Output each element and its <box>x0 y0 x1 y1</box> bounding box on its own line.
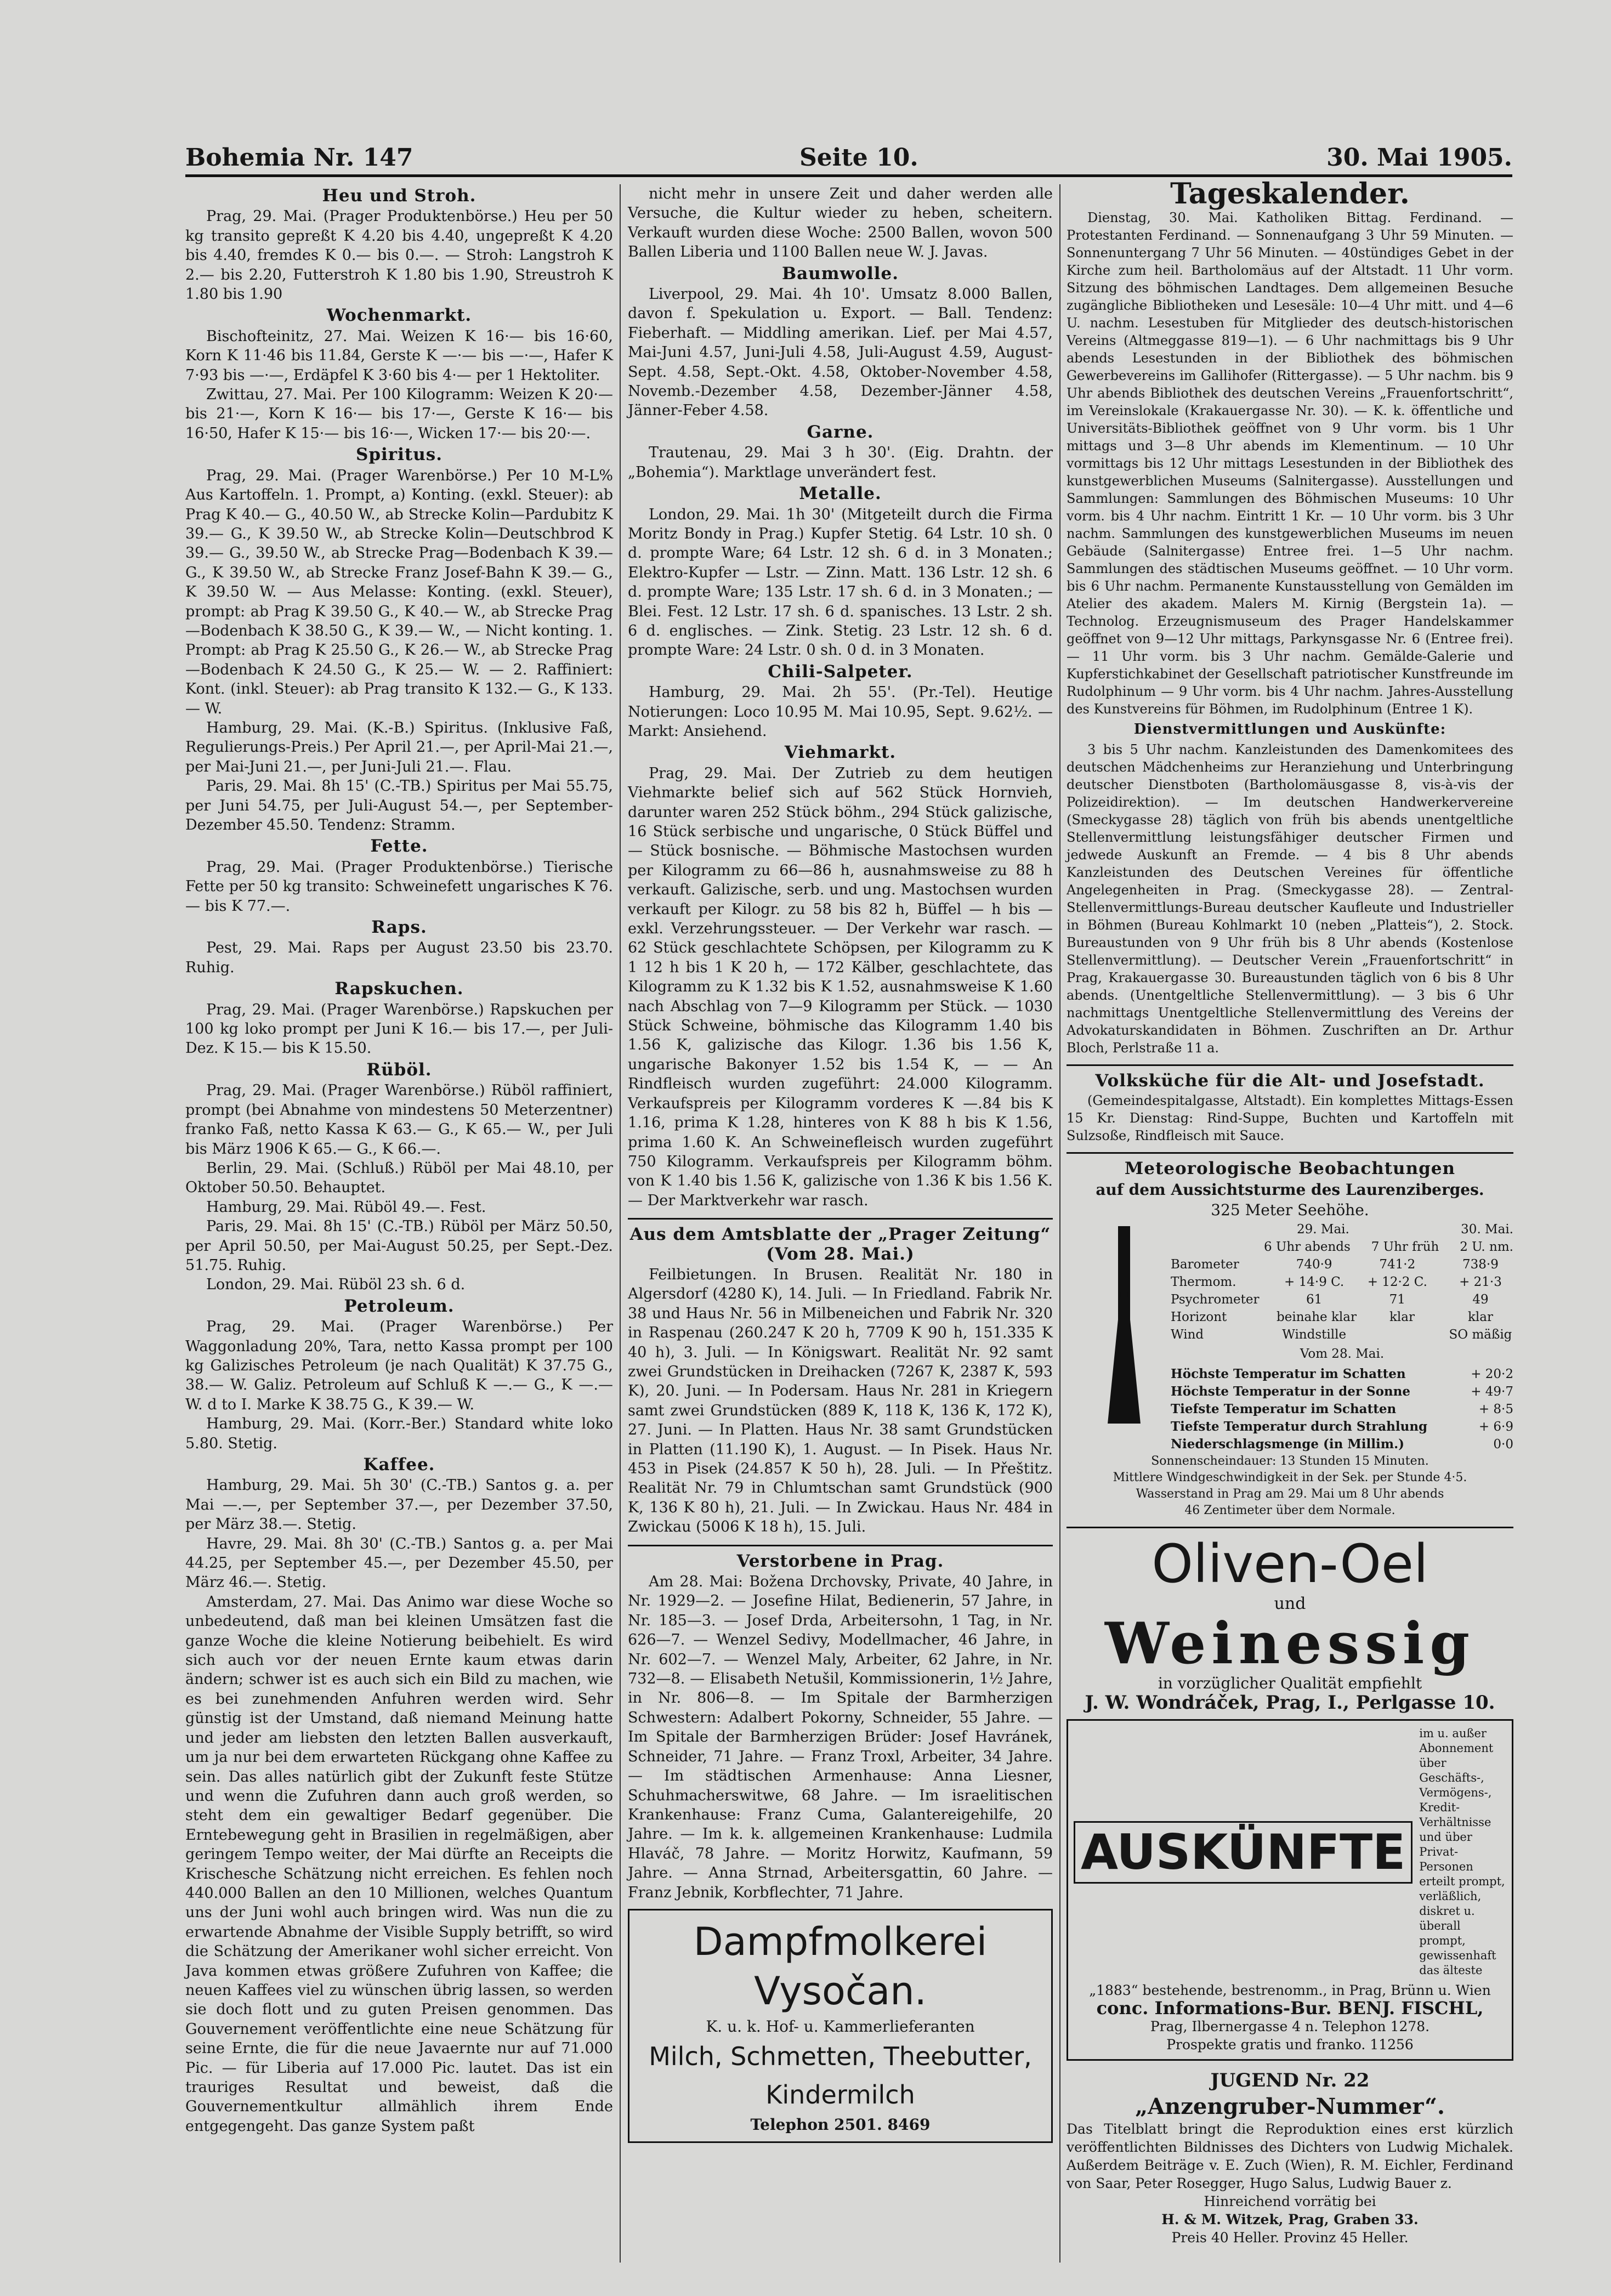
ad-line: Telephon 2501. 8469 <box>750 2116 931 2134</box>
paragraph: Prag, 29. Mai. Der Zutrieb zu dem heutigen Viehmarkte belief sich auf 562 Stück Hornvieh, darunter waren 252 Stück böhm., 294 Stück galizische, 16 Stück serbische und ungarische, 0 Stück Büffel und — Stück bosnische. — Böhmische Mastochsen wurden per Kilogramm zu 66—86 h, ausnahmsweise zu 88 h verkauft. Galizische, serb. und ung. Mastochsen wurden verkauft per Kilogr. zu 58 bis 82 h, Büffel — h bis — exkl. Verzehrungssteuer. — Der Verkehr war rasch. — 62 Stück geschlachtete Schöpsen, per Kilogramm zu K 1 12 h bis 1 K 20 h, — 172 Kälber, geschlachtete, das Kilogramm zu K 1.32 bis K 1.52, ausnahmsweise K 1.60 nach Abschlag von 7—9 Kilogramm per Stück. — 1030 Stück Schweine, böhmische das Kilogramm 1.40 bis 1.56 K, galizische das Kilogr. 1.36 bis 1.56 K, ungarische Bakonyer 1.52 bis 1.54 K, — — An Rindfleisch wurden zugeführt: 24.000 Kilogramm. Verkaufspreis per Kilogramm vorderes K —.84 bis K 1.16, prima K 1.28, hinteres von K 88 h bis K 1.56, prima 1.60 K. An Schweinefleisch wurden zugeführt 750 Kilogramm. Verkaufspreis per Kilogramm böhm. von K 1.40 bis 1.56 K, galizische von 1.36 K bis 1.56 K. — Der Marktverkehr war rasch. <box>628 764 1053 1209</box>
meteo-value: + 12·2 C. <box>1367 1275 1427 1290</box>
meteo-row <box>1171 1308 1513 1326</box>
meteo-value: 738·9 <box>1462 1257 1499 1272</box>
meteo-footer-line: 46 Zentimeter über dem Normale. <box>1184 1503 1396 1517</box>
auskuenfte-line: Prospekte gratis und franko. 11256 <box>1166 2037 1414 2053</box>
page-header <box>185 144 1512 177</box>
jugend-line: Hinreichend vorrätig bei <box>1204 2193 1376 2210</box>
meteo-date: 30. Mai. <box>1461 1222 1513 1237</box>
observation-tower-icon <box>1088 1226 1160 1424</box>
paragraph: Prag, 29. Mai. (Prager Produktenbörse.) Tierische Fette per 50 kg transito: Schweinefett ungarisches K 76.— bis K 77.—. <box>185 858 613 915</box>
section-rule <box>1067 1064 1513 1066</box>
meteo-date2: Vom 28. Mai. <box>1300 1347 1385 1362</box>
paragraph: Feilbietungen. In Brusen. Realität Nr. 180 in Algersdorf (4280 K), 14. Juli. — In Friedland. Fabrik Nr. 38 und Haus Nr. 56 in Milbeneichen und Fabrik Nr. 320 in Raspenau (260.247 K 20 h, 7709 K 90 h, 151.335 K 40 h), 3. Juli. — In Königswart. Realität Nr. 92 samt zwei Grundstücken in Dreihacken (7267 K, 2387 K, 593 K), 20. Juni. — In Podersam. Haus Nr. 281 in Kriegern samt zwei Grundstücken (889 K, 118 K, 136 K, 172 K), 27. Juni. — In Platten. Haus Nr. 38 samt Grundstücken in Platten (11.190 K), 1. August. — In Pisek. Haus Nr. 453 in Pisek (24.857 K 50 h), 28. Juli. — In Přeštitz. Realität Nr. 79 in Chlumtschan samt Grundstück (900 K, 136 K 80 h), 21. Juli. — In Zwickau. Haus Nr. 484 in Zwickau (5006 K 18 h), 15. Juli. <box>628 1266 1053 1536</box>
jugend-ad <box>1067 2067 1513 2247</box>
meteo-extreme-label: Niederschlagsmenge (in Millim.) <box>1171 1436 1404 1452</box>
section-heading: Petroleum. <box>344 1296 455 1316</box>
meteo-value: 71 <box>1389 1292 1405 1307</box>
meteo-altitude: 325 Meter Seehöhe. <box>1211 1201 1369 1220</box>
meteo-extremes <box>1171 1365 1513 1453</box>
paragraph: Am 28. Mai: Božena Drchovsky, Private, 40 Jahre, in Nr. 1929—2. — Josefine Hilat, Bedienerin, 57 Jahre, in Nr. 185—3. — Josef Drda, Arbeitersohn, 1 Tag, in Nr. 626—7. — Wenzel Sedivy, Modellmacher, 46 Jahre, in Nr. 602—7. — Wenzel Maly, Arbeiter, 62 Jahre, in Nr. 732—8. — Elisabeth Netušil, Kommissionerin, 1½ Jahre, in Nr. 806—8. — Im Spitale der Barmherzigen Schwestern: Adalbert Pokorny, Schneider, 55 Jahre. — Im Spitale der Barmherzigen Brüder: Josef Havránek, Schneider, 71 Jahre. — Franz Troxl, Arbeiter, 34 Jahre. — Im städtischen Armenhause: Anna Liesner, Schuhmacherswitwe, 68 Jahre. — Im israelitischen Krankenhause: Franz Cuma, Galantereigehilfe, 20 Jahre. — Im k. k. allgemeinen Krankenhause: Ludmila Hlaváč, 78 Jahre. — Moritz Horwitz, Kaufmann, 59 Jahre. — Anna Strnad, Arbeitersgattin, 60 Jahre. — Franz Jebnik, Korbflechter, 71 Jahre. <box>628 1573 1053 1901</box>
oil-ad-vinegar: Weinessig <box>1104 1609 1476 1677</box>
jugend-line: Preis 40 Heller. Provinz 45 Heller. <box>1171 2230 1409 2246</box>
meteo-row <box>1171 1291 1513 1308</box>
paragraph: Havre, 29. Mai. 8h 30' (C.-TB.) Santos g. a. per Mai 44.25, per September 45.—, per Dezember 45.50, per März 46.—. Stetig. <box>185 1535 613 1591</box>
meteo-row <box>1171 1256 1513 1273</box>
services-heading: Dienstvermittlungen und Auskünfte: <box>1133 721 1447 738</box>
meteo-value <box>1364 1326 1430 1343</box>
meteo-extreme-label: Tiefste Temperatur durch Strahlung <box>1171 1419 1428 1434</box>
paragraph: Hamburg, 29. Mai. 2h 55'. (Pr.-Tel). Heutige Notierungen: Loco 10.95 M. Mai 10.95, Sept. 9.62½. — Markt: Ansiehend. <box>628 684 1053 740</box>
paragraph: Paris, 29. Mai. 8h 15' (C.-TB.) Rüböl per März 50.50, per April 50.50, per Mai-August 50.25, per Sept.-Dez. 51.75. Ruhig. <box>185 1218 613 1274</box>
paragraph: nicht mehr in unsere Zeit und daher werden alle Versuche, die Kultur wieder zu heben, scheitern. Verkauft wurden diese Woche: 2500 Ballen, wovon 500 Ballen Liberia und 1100 Ballen neue W. J. Javas. <box>628 185 1053 261</box>
column-market-reports-2 <box>628 184 1053 2263</box>
meteo-value: beinahe klar <box>1277 1310 1357 1325</box>
section-heading: Verstorbene in Prag. <box>736 1551 944 1571</box>
meteo-extreme-value: + 20·2 <box>1471 1367 1513 1381</box>
meteo-row <box>1171 1273 1513 1291</box>
meteo-value: klar <box>1389 1310 1415 1325</box>
meteo-col: 7 Uhr früh <box>1371 1240 1439 1255</box>
paragraph: Hamburg, 29. Mai. (Korr.-Ber.) Standard white loko 5.80. Stetig. <box>185 1415 613 1452</box>
auskuenfte-bottom <box>1074 1981 1506 2054</box>
paragraph: London, 29. Mai. Rüböl 23 sh. 6 d. <box>206 1276 466 1294</box>
jugend-line: H. & M. Witzek, Prag, Graben 33. <box>1161 2212 1419 2228</box>
meteo-value: 740·9 <box>1296 1257 1332 1272</box>
meteo-extreme-row <box>1171 1365 1513 1383</box>
oil-ad-und: und <box>1274 1594 1306 1613</box>
paragraph: Prag, 29. Mai. (Prager Warenbörse.) Per 10 M-L% Aus Kartoffeln. 1. Prompt, a) Konting. (exkl. Steuer): ab Prag K 40.— G., 40.50 W., ab Strecke Kolin—Pardubitz K 39.— G., K 39.50 W., ab Strecke Kolin—Deutschbrod K 39.— G., 39.50 W., ab Strecke Prag—Bodenbach K 39.— G., K 39.50 W., ab Strecke Franz Josef-Bahn K 39.— G., K 39.50 W. — Aus Melasse: Konting. (exkl. Steuer), prompt: ab Prag K 39.50 G., K 40.— W., ab Strecke Prag—Bodenbach K 38.50 G., K 39.— W., — Nicht konting. 1. Prompt: ab Prag K 25.50 G., K 26.— W., ab Strecke Prag—Bodenbach K 24.50 G., K 25.— W. — 2. Raffiniert: Kont. (inkl. Steuer): ab Prag transito K 132.— G., K 133.— W. <box>185 467 613 717</box>
paragraph: Prag, 29. Mai. (Prager Warenbörse.) Rüböl raffiniert, prompt (bei Abnahme von mindestens 50 Meterzentner) franko Faß, netto Kassa K 63.— G., K 65.— W., per Juli bis März 1906 K 65.— G., K 66.—. <box>185 1082 613 1158</box>
meteo-extreme-row <box>1171 1383 1513 1401</box>
meteo-label: Barometer <box>1171 1257 1239 1272</box>
meteo-extreme-value: + 8·5 <box>1478 1402 1513 1416</box>
auskuenfte-line: Prag, Ilbernergasse 4 n. Telephon 1278. <box>1150 2019 1430 2035</box>
meteo-value: + 21·3 <box>1459 1275 1502 1290</box>
meteo-date: 29. Mai. <box>1297 1222 1349 1237</box>
column-calendar <box>1067 177 1513 2263</box>
dampfmolkerei-ad <box>628 1909 1053 2143</box>
jugend-line: „Anzengruber-Nummer“. <box>1135 2094 1445 2120</box>
meteo-extreme-value: + 49·7 <box>1471 1384 1513 1399</box>
meteo-heading: Meteorologische Beobachtungen <box>1124 1159 1456 1179</box>
paragraph: Hamburg, 29. Mai. 5h 30' (C.-TB.) Santos g. a. per Mai —.—, per September 37.—, per Dezember 37.50, per März 38.—. Stetig. <box>185 1477 613 1533</box>
paragraph: Prag, 29. Mai. (Prager Produktenbörse.) Heu per 50 kg transito gepreßt K 4.20 bis 4.40, ungepreßt K 4.20 bis 4.40, fremdes K 0.— bis 0.—. — Stroh: Langstroh K 2.— bis 2.20, Futterstroh K 1.80 bis 1.90, Streustroh K 1.80 bis 1.90 <box>185 208 613 303</box>
olive-oil-ad <box>1067 1534 1513 1713</box>
section-heading: Raps. <box>371 917 427 938</box>
calendar-text: Dienstag, 30. Mai. Katholiken Bittag. Ferdinand. — Protestanten Ferdinand. — Sonnenaufgang 3 Uhr 59 Minuten. — Sonnenuntergang 7 Uhr 56 Minuten. — 40stündiges Gebet in der Kirche zum heil. Bartholomäus auf der Altstadt. 11 Uhr vorm. Sitzung des böhmischen Landtages. Dem allgemeinen Besuche zugängliche Bibliotheken und Lesesäle: 10—4 Uhr mitt. und 4—6 U. nachm. Lesestuben für Mitglieder des deutsch-historischen Vereins (Altmeggasse 819—1). — 6 Uhr nachmittags bis 9 Uhr abends Lesestunden in der Bibliothek des böhmischen Gewerbevereins im Gallihofer (Rittergasse). — 5 Uhr nachm. bis 9 Uhr abends Bibliothek des deutschen Vereins „Frauenfortschritt“, im Vereinslokale (Krakauergasse Nr. 30). — K. k. öffentliche und Universitäts-Bibliothek geöffnet von 9 Uhr vorm. bis 1 Uhr mittags und 3—8 Uhr abends im Klementinum. — 10 Uhr vormittags bis 12 Uhr mittags Lesestunden in der Bibliothek des kunstgewerblichen Museums (Salnitergasse). Ausstellungen und Sammlungen: Sammlungen des Böhmischen Museums: 10 Uhr vorm. bis 4 Uhr nachm. Eintritt 1 Kr. — 10 Uhr vorm. bis 3 Uhr nachm. Sammlungen des kunstgewerblichen Museums im neuen Gebäude (Salnitergasse) Entree frei. 1—5 Uhr nachm. Sammlungen des städtischen Museums geöffnet. — 10 Uhr vorm. bis 6 Uhr nachm. Permanente Kunstausstellung von Gemälden im Atelier des akadem. Malers M. Kirnig (Bergstein 1a). — Technolog. Erzeugnismuseum des Prager Handelskammer geöffnet von 9—12 Uhr mittags, Parkynsgasse Nr. 6 (Entree frei). — 11 Uhr vorm. bis 3 Uhr nachm. Gemälde-Galerie und Kupferstichkabinet der Gesellschaft patriotischer Kunstfreunde im Rudolphinum — 9 Uhr vorm. bis 4 Uhr nachm. Jahres-Ausstellung des Kunstvereins für Böhmen, im Rudolphinum (Entree 1 K). <box>1067 210 1513 717</box>
meteo-subheading: auf dem Aussichtsturme des Laurenziberges. <box>1096 1180 1484 1199</box>
ad-line: Dampfmolkerei Vysočan. <box>693 1919 988 2014</box>
paragraph: London, 29. Mai. 1h 30' (Mitgeteilt durch die Firma Moritz Bondy in Prag.) Kupfer Stetig. 64 Lstr. 10 sh. 0 d. prompte Ware; 64 Lstr. 12 sh. 6 d. in 3 Monaten.; Elektro-Kupfer — Lstr. — Zinn. Matt. 136 Lstr. 12 sh. 6 d. prompte Ware; 135 Lstr. 17 sh. 6 d. in 3 Monaten.; — Blei. Fest. 12 Lstr. 17 sh. 6 d. spanisches. 13 Lstr. 2 sh. 6 d. englisches. — Zink. Stetig. 23 Lstr. 12 sh. 6 d. prompte Ware: 24 Lstr. 0 sh. 0 d. in 3 Monaten. <box>628 506 1053 659</box>
meteo-label: Thermom. <box>1171 1275 1236 1290</box>
column-divider <box>1059 184 1060 2263</box>
paragraph: Hamburg, 29. Mai. Rüböl 49.—. Fest. <box>206 1198 486 1216</box>
paragraph: Paris, 29. Mai. 8h 15' (C.-TB.) Spiritus per Mai 55.75, per Juni 54.75, per Juli-August 54.—, per September-Dezember 45.50. Tendenz: Stramm. <box>185 778 613 834</box>
meteo-table <box>1171 1221 1513 1453</box>
section-heading: Garne. <box>807 422 874 442</box>
meteo-label: Wind <box>1171 1328 1204 1342</box>
header-right: 30. Mai 1905. <box>1326 144 1512 172</box>
calendar-title: Tageskalender. <box>1170 177 1410 211</box>
oil-ad-title: Oliven-Oel <box>1151 1533 1428 1595</box>
section-heading: Fette. <box>370 836 428 857</box>
auskuenfte-line: conc. Informations-Bur. BENJ. FISCHL, <box>1096 1998 1484 2019</box>
section-heading: Viehmarkt. <box>784 742 897 763</box>
auskuenfte-title: AUSKÜNFTE <box>1074 1821 1413 1884</box>
meteo-extreme-label: Höchste Temperatur im Schatten <box>1171 1366 1406 1381</box>
meteo-col: 6 Uhr abends <box>1264 1240 1351 1255</box>
header-center: Seite 10. <box>799 144 918 172</box>
meteo-row <box>1171 1326 1513 1343</box>
paragraph: Pest, 29. Mai. Raps per August 23.50 bis 23.70. Ruhig. <box>185 939 613 976</box>
auskuenfte-ad <box>1067 1719 1513 2061</box>
jugend-line: Das Titelblatt bringt die Reproduktion eines erst kürzlich veröffentlichten Bildnisses des Dichters von Ludwig Michalek. Außerdem Beiträge v. E. Zuch (Wien), R. M. Eichler, Ferdinand von Saar, Peter Rosegger, Hugo Salus, Ludwig Bauer z. <box>1067 2121 1513 2192</box>
meteo-value: klar <box>1468 1310 1493 1325</box>
section-heading: Rüböl. <box>366 1059 432 1080</box>
section-heading: Kaffee. <box>363 1455 435 1475</box>
meteo-footer-line: Wasserstand in Prag am 29. Mai um 8 Uhr abends <box>1136 1487 1444 1501</box>
oil-ad-quality: in vorzüglicher Qualität empfiehlt <box>1158 1674 1422 1693</box>
column-divider <box>620 184 621 2263</box>
section-rule <box>1067 1527 1513 1528</box>
auskuenfte-line: „1883“ bestehende, bestrenomm., in Prag, Brünn u. Wien <box>1089 1982 1491 1999</box>
oil-ad-address: J. W. Wondráček, Prag, I., Perlgasse 10. <box>1085 1691 1495 1714</box>
paragraph: Bischofteinitz, 27. Mai. Weizen K 16·— bis 16·60, Korn K 11·46 bis 11.84, Gerste K —·— bis —·—, Hafer K 7·93 bis —·—, Erdäpfel K 3·60 bis 4·— per 1 Hektoliter. <box>185 327 613 384</box>
section-heading: Aus dem Amtsblatte der „Prager Zeitung“ (Vom 28. Mai.) <box>629 1224 1051 1264</box>
meteo-footer-line: Mittlere Windgeschwindigkeit in der Sek. per Stunde 4·5. <box>1113 1470 1467 1484</box>
meteo-extreme-row <box>1171 1401 1513 1418</box>
column-market-reports <box>185 184 613 2263</box>
meteo-value: 741·2 <box>1379 1257 1416 1272</box>
paragraph: Amsterdam, 27. Mai. Das Animo war diese Woche so unbedeutend, daß man bei kleinen Umsätzen fast die ganze Woche die kleine Notierung beibehielt. Es wird sich auch vor der neuen Ernte kaum etwas darin ändern; schwer ist es auch sich ein Bild zu machen, wie es bei zunehmenden Anfuhren werden wird. Sehr günstig ist der Umstand, daß niemand Meinung hatte und jeder am liebsten den letzten Ballen ausverkauft, um ja nur bei dem erwarteten Rückgang ohne Kaffee zu sein. Das alles natürlich gibt der Zukunft feste Stütze und wenn die Zufuhren dann auch groß werden, so steht dem ein gewaltiger Bedarf gegenüber. Die Erntebewegung geht in Brasilien in regelmäßigen, aber geringem Tempo weiter, der Mai dürfte an Receipts die Krischesche Schätzung nicht erreichen. Es fehlen noch 440.000 Ballen an den 10 Millionen, welches Quantum uns der Juni wohl auch bringen wird. Was nun die zu erwartende Abnahme der Visible Supply betrifft, so wird die Schätzung der Amerikaner wohl sicher erreicht. Von Java kommen etwas größere Zufuhren von Kaffee; die neuen Kaffees viel zu wünschen übrig lassen, so werden sie doch flott und zu guten Preisen genommen. Das Gouvernement veröffentlichte eine neue Schätzung für seine Ernte, die für die neue Javaernte nur auf 71.000 Pic. — für Liberia auf 17.000 Pic. lautet. Das ist ein trauriges Resultat und beweist, daß die Gouvernementkultur allmählich ihrem Ende entgegengeht. Das ganze System paßt <box>185 1593 613 2135</box>
ad-line: Milch, Schmetten, Theebutter, Kindermilch <box>649 2042 1032 2110</box>
services-text: 3 bis 5 Uhr nachm. Kanzleistunden des Damenkomitees des deutschen Mädchenheims zur Heranziehung und Unterbringung deutscher Dienstboten (Bartholomäusgasse 8, vis-à-vis der Polizeidirektion). — Im deutschen Handwerkervereine (Smeckygasse 28) täglich von früh bis abends unentgeltliche Stellenvermittlung leistungsfähiger deutscher Firmen und jedwede Auskunft an Fremde. — 4 bis 8 Uhr abends Kanzleistunden des Deutschen Vereines für öffentliche Angelegenheiten in Prag. (Smeckygasse 28). — Zentral-Stellenvermittlungs-Bureau deutscher Kaufleute und Industrieller in Böhmen (Bureau Kohlmarkt 10 (neben „Platteis“), 2. Stock. Bureaustunden von 9 Uhr früh bis 8 Uhr abends (Kostenlose Stellenvermittlung). — Deutscher Verein „Frauenfortschritt“ in Prag, Krakauergasse 30. Bureaustunden täglich von 6 bis 8 Uhr abends. (Unentgeltliche Stellenvermittlung). — 3 bis 6 Uhr nachmittags Unentgeltliche Stellenvermittlung des Vereins der Advokaturskandidaten in Böhmen. Zuschriften an Dr. Arthur Bloch, Perlstraße 11 a. <box>1067 741 1513 1056</box>
section-heading: Wochenmarkt. <box>326 305 472 326</box>
section-heading: Baumwolle. <box>781 263 899 284</box>
meteo-extreme-label: Tiefste Temperatur im Schatten <box>1171 1401 1397 1416</box>
meteo-extreme-label: Höchste Temperatur in der Sonne <box>1171 1384 1410 1399</box>
meteo-value: Windstille <box>1282 1328 1347 1342</box>
section-heading: Spiritus. <box>355 445 443 465</box>
meteo-value: + 14·9 C. <box>1284 1275 1345 1290</box>
paragraph: Zwittau, 27. Mai. Per 100 Kilogramm: Weizen K 20·— bis 21·—, Korn K 16·— bis 17·—, Gerste K 16·— bis 16·50, Hafer K 15·— bis 16·—, Wicken 17·— bis 20·—. <box>185 386 613 442</box>
meteo-extreme-value: + 6·9 <box>1478 1419 1513 1434</box>
meteo-label: Psychrometer <box>1171 1292 1260 1307</box>
meteo-value: SO mäßig <box>1449 1328 1512 1342</box>
paragraph: Prag, 29. Mai. (Prager Warenbörse.) Per Waggonladung 20%, Tara, netto Kassa prompt per 100 kg Galizisches Petroleum (je nach Qualität) K 37.75 G., 38.— W. Galiz. Petroleum auf Schluß K —.— G., K —.— W. d to I. Marke K 38.75 G., K 39.— W. <box>185 1318 613 1413</box>
paragraph: Liverpool, 29. Mai. 4h 10'. Umsatz 8.000 Ballen, davon f. Spekulation u. Export. — Ball. Tendenz: Fieberhaft. — Middling amerikan. Lief. per Mai 4.57, Mai-Juni 4.57, Juni-Juli 4.58, Juli-August 4.59, August-Sept. 4.58, Sept.-Okt. 4.58, Oktober-November 4.58, Novemb.-Dezember 4.58, Dezember-Jänner 4.58, Jänner-Feber 4.58. <box>628 286 1053 419</box>
meteo-col: 2 U. nm. <box>1460 1240 1513 1255</box>
header-left: Bohemia Nr. 147 <box>185 144 413 172</box>
meteo-block <box>1067 1221 1513 1453</box>
volkskueche-text: (Gemeindespitalgasse, Altstadt). Ein komplettes Mittags-Essen 15 Kr. Dienstag: Rind-Suppe, Buchten und Kartoffeln mit Sulzsoße, Rindfleisch mit Sauce. <box>1067 1093 1513 1144</box>
meteo-rows <box>1171 1256 1513 1343</box>
jugend-line: JUGEND Nr. 22 <box>1210 2070 1370 2092</box>
meteo-label: Horizont <box>1171 1310 1227 1325</box>
paragraph: Trautenau, 29. Mai 3 h 30'. (Eig. Drahtn. der „Bohemia“). Marktlage unverändert fest. <box>628 444 1053 481</box>
section-heading: Heu und Stroh. <box>322 186 477 206</box>
meteo-extreme-row <box>1171 1418 1513 1436</box>
section-heading: Metalle. <box>799 484 882 504</box>
meteo-value: 49 <box>1472 1292 1489 1307</box>
meteo-extreme-row <box>1171 1436 1513 1453</box>
paragraph: Hamburg, 29. Mai. (K.-B.) Spiritus. (Inklusive Faß, Regulierungs-Preis.) Per April 21.—, per April-Mai 21.—, per Mai-Juni 21.—, per Juni-Juli 21.—. Flau. <box>185 719 613 775</box>
section-rule <box>628 1545 1053 1546</box>
section-rule <box>628 1218 1053 1220</box>
section-heading: Rapskuchen. <box>334 979 464 999</box>
meteo-footer <box>1067 1453 1513 1519</box>
ad-line: K. u. k. Hof- u. Kammerlieferanten <box>706 2017 975 2036</box>
volkskueche-heading: Volksküche für die Alt- und Josefstadt. <box>1095 1070 1485 1091</box>
paragraph: Berlin, 29. Mai. (Schluß.) Rüböl per Mai 48.10, per Oktober 50.50. Behauptet. <box>185 1159 613 1197</box>
meteo-extreme-value: 0·0 <box>1493 1437 1513 1452</box>
section-rule <box>1067 1152 1513 1154</box>
auskuenfte-side: im u. außer Abonnement über Geschäfts-, Vermögens-, Kredit-Verhältnisse und über Privat-Personen erteilt prompt, verläßlich, diskret u. überall prompt, gewissenhaft das älteste <box>1419 1727 1505 1977</box>
meteo-value: 61 <box>1306 1292 1323 1307</box>
meteo-footer-line: Sonnenscheindauer: 13 Stunden 15 Minuten. <box>1151 1454 1429 1468</box>
paragraph: Prag, 29. Mai. (Prager Warenbörse.) Rapskuchen per 100 kg loko prompt per Juni K 16.— bis 17.—, per Juli-Dez. K 15.— bis K 15.50. <box>185 1001 613 1057</box>
section-heading: Chili-Salpeter. <box>768 661 913 682</box>
